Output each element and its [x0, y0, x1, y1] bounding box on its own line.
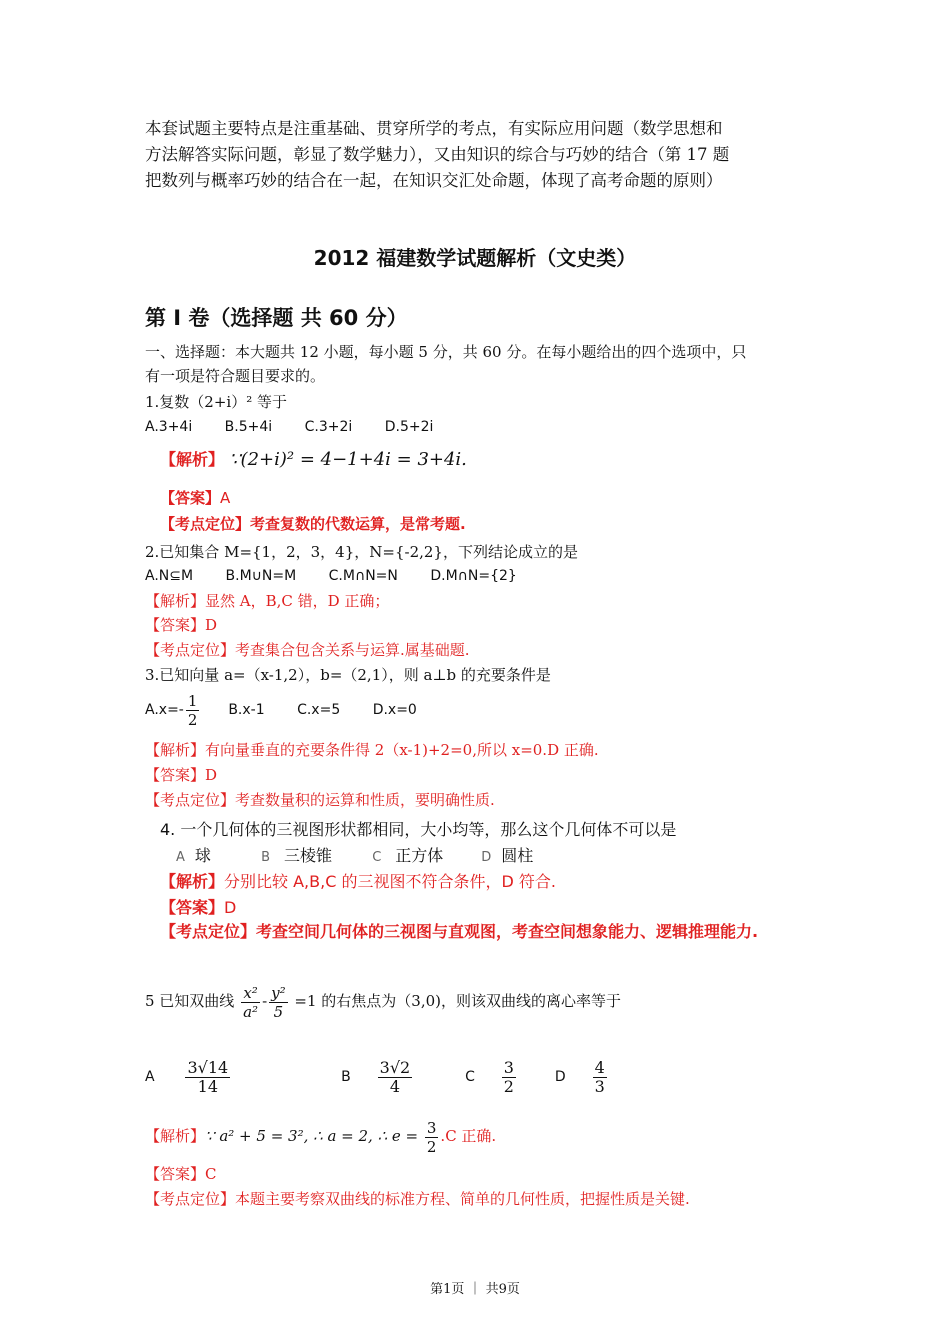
q5-stem — [145, 978, 621, 1024]
q5-frac2-numerator: y² — [271, 983, 286, 1002]
q3-option-a-prefix: A.x=- — [145, 702, 184, 718]
q4-point-text: 考查空间几何体的三视图与直观图，考查空间想象能力、逻辑推理能力. — [256, 922, 759, 941]
q5-frac1-denominator: a² — [243, 1002, 259, 1021]
q1-options — [145, 417, 461, 437]
q2-option-b: B.M∪N=M — [225, 568, 297, 584]
q4-options — [176, 846, 533, 868]
q4-option-d: D 圆柱 — [481, 846, 534, 865]
q3-options — [145, 690, 445, 730]
q5-option-c-letter: C — [465, 1069, 475, 1085]
q4-analysis — [160, 872, 556, 892]
intro-line-3: 把数列与概率巧妙的结合在一起，在知识交汇处命题，体现了高考命题的原则） — [145, 171, 723, 190]
q5-frac2-denominator: 5 — [273, 1002, 284, 1021]
q2-option-a: A.N⊆M — [145, 568, 194, 584]
q5-option-b-numerator: 3√2 — [379, 1057, 411, 1077]
q5-option-c-numerator: 3 — [503, 1057, 514, 1077]
q2-option-c: C.M∩N=N — [328, 568, 398, 584]
q5-analysis-fraction — [425, 1119, 439, 1156]
q4-option-a: A 球 — [176, 846, 211, 865]
page-footer: 第1页 ｜ 共9页 — [430, 1282, 520, 1297]
q2-stem: 2.已知集合 M={1，2，3，4}，N={-2,2}，下列结论成立的是 — [145, 543, 578, 561]
q1-point — [160, 514, 466, 534]
q2-answer: 【答案】D — [145, 616, 218, 634]
q3-option-a-numerator: 1 — [187, 691, 198, 710]
q5-option-a-denominator: 14 — [197, 1076, 219, 1096]
q1-answer-value: A — [220, 489, 231, 507]
q5-option-c-denominator: 2 — [503, 1076, 514, 1096]
q5-analysis-numerator: 3 — [426, 1118, 437, 1137]
q5-analysis-denominator: 2 — [426, 1137, 437, 1156]
document-title: 2012 福建数学试题解析（文史类） — [313, 246, 637, 270]
q4-option-c: C 正方体 — [372, 846, 444, 865]
q3-option-a-denominator: 2 — [187, 710, 198, 729]
q5-option-a-fraction — [185, 1059, 230, 1096]
q5-option-b-denominator: 4 — [389, 1076, 401, 1096]
q1-stem: 1.复数（2+i）² 等于 — [145, 393, 288, 411]
q4-point-label: 【考点定位】 — [160, 922, 257, 941]
q3-analysis: 【解析】有向量垂直的充要条件得 2（x-1)+2=0,所以 x=0.D 正确. — [145, 741, 599, 759]
q5-point: 【考点定位】本题主要考察双曲线的标准方程、简单的几何性质，把握性质是关键. — [145, 1190, 690, 1208]
q3-option-a-fraction — [186, 692, 200, 729]
q1-option-d: D.5+2i — [384, 419, 434, 435]
q5-stem-suffix: =1 的右焦点为（3,0)，则该双曲线的离心率等于 — [294, 992, 622, 1010]
q1-answer-label: 【答案】 — [160, 489, 221, 507]
q5-option-a-letter: A — [145, 1069, 155, 1085]
q1-option-b: B.5+4i — [224, 419, 273, 435]
q5-option-d-numerator: 4 — [594, 1057, 605, 1077]
q5-answer: 【答案】C — [145, 1165, 217, 1183]
q4-option-b: B 三棱锥 — [261, 846, 333, 865]
q1-option-c: C.3+2i — [304, 419, 353, 435]
q4-answer — [160, 898, 236, 918]
q5-option-d-fraction — [593, 1059, 607, 1096]
q1-answer — [160, 488, 230, 508]
q4-stem: 4. 一个几何体的三视图形状都相同，大小均等，那么这个几何体不可以是 — [160, 820, 677, 839]
q5-option-d-letter: D — [554, 1069, 566, 1085]
q3-stem: 3.已知向量 a=（x-1,2），b=（2,1），则 a⊥b 的充要条件是 — [145, 666, 551, 684]
q5-options — [145, 1054, 609, 1100]
instructions-line-1: 一、选择题：本大题共 12 小题，每小题 5 分，共 60 分。在每小题给出的四个选项中，只 — [145, 343, 747, 361]
q5-analysis — [145, 1114, 496, 1158]
q4-answer-value: D — [224, 898, 237, 917]
q5-analysis-math: ∵ a² + 5 = 3², ∴ a = 2, ∴ e = — [205, 1127, 423, 1145]
q1-point-label: 【考点定位】 — [160, 515, 251, 533]
q4-analysis-label: 【解析】 — [160, 872, 225, 891]
q3-point: 【考点定位】考查数量积的运算和性质，要明确性质. — [145, 791, 495, 809]
q3-option-d: D.x=0 — [372, 702, 417, 718]
q5-analysis-label: 【解析】 — [145, 1127, 206, 1145]
q1-option-a: A.3+4i — [145, 419, 193, 435]
q5-option-c-fraction — [502, 1059, 516, 1096]
q1-analysis-label: 【解析】 — [160, 450, 225, 469]
q1-analysis — [160, 450, 467, 470]
q5-stem-prefix: 5 已知双曲线 — [145, 992, 235, 1010]
q2-point: 【考点定位】考查集合包含关系与运算.属基础题. — [145, 641, 470, 659]
q5-frac1-numerator: x² — [243, 983, 258, 1002]
intro-line-2: 方法解答实际问题，彰显了数学魅力），又由知识的综合与巧妙的结合（第 17 题 — [145, 145, 730, 164]
q5-stem-fraction-x — [241, 984, 260, 1021]
q2-options — [145, 566, 545, 586]
instructions-line-2: 有一项是符合题目要求的。 — [145, 367, 326, 385]
q5-option-b-letter: B — [341, 1069, 351, 1085]
q5-option-a-numerator: 3√14 — [187, 1057, 229, 1077]
q5-minus: - — [262, 992, 268, 1010]
q5-option-b-fraction — [378, 1059, 413, 1096]
q3-option-c: C.x=5 — [297, 702, 341, 718]
q4-point — [160, 922, 758, 942]
q3-option-b: B.x-1 — [228, 702, 265, 718]
q2-option-d: D.M∩N={2} — [430, 568, 517, 584]
intro-line-1: 本套试题主要特点是注重基础、贯穿所学的考点，有实际应用问题（数学思想和 — [145, 119, 723, 138]
q4-answer-label: 【答案】 — [160, 898, 225, 917]
q1-analysis-math: ∵(2+i)² = 4−1+4i = 3+4i. — [229, 449, 467, 470]
section-title: 第 I 卷（选择题 共 60 分） — [145, 306, 408, 330]
q2-analysis: 【解析】显然 A，B,C 错，D 正确； — [145, 592, 390, 610]
q5-stem-fraction-y — [269, 984, 288, 1021]
q4-analysis-text: 分别比较 A,B,C 的三视图不符合条件，D 符合. — [224, 872, 556, 891]
q1-point-text: 考查复数的代数运算，是常考题. — [250, 515, 466, 533]
q5-option-d-denominator: 3 — [594, 1076, 605, 1096]
q5-analysis-tail: .C 正确. — [440, 1127, 497, 1145]
q3-answer: 【答案】D — [145, 766, 218, 784]
